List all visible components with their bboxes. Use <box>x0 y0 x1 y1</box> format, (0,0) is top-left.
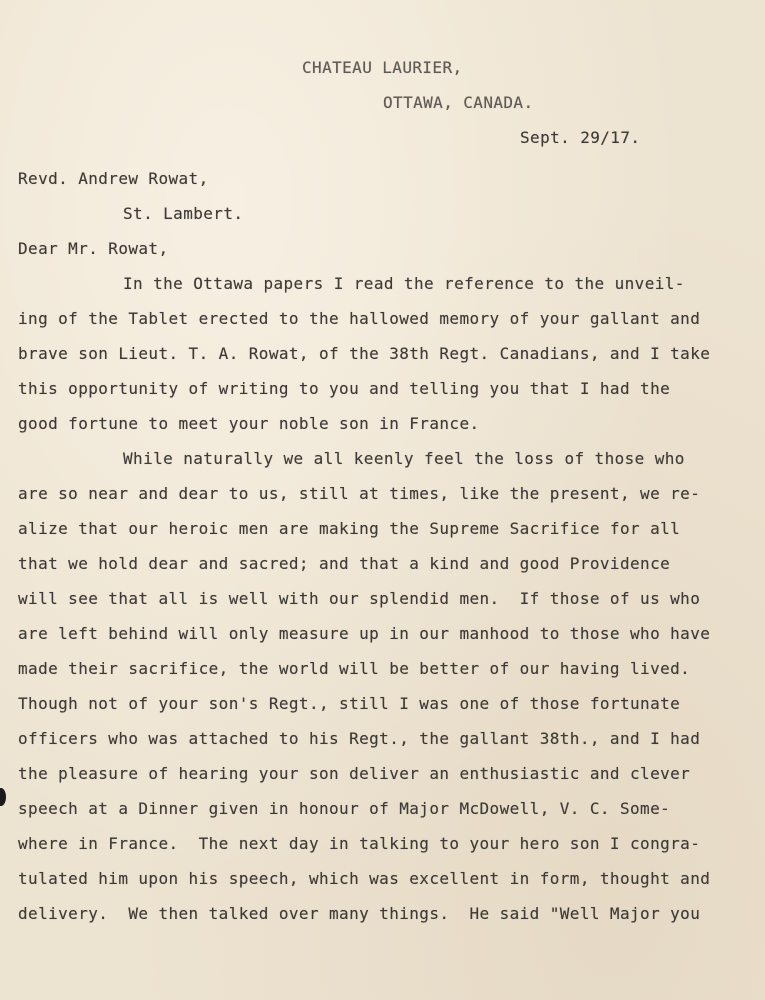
body-line: alize that our heroic men are making the Supreme Sacrifice for all <box>18 519 681 538</box>
body-line: In the Ottawa papers I read the reference to the unveil- <box>123 274 685 293</box>
letter-date: Sept. 29/17. <box>520 128 641 147</box>
body-line: tulated him upon his speech, which was excellent in form, thought and <box>18 869 711 888</box>
recipient-name: Revd. Andrew Rowat, <box>18 169 209 188</box>
body-line: officers who was attached to his Regt., the gallant 38th., and I had <box>18 729 701 748</box>
letterhead-city: OTTAWA, CANADA. <box>383 93 534 112</box>
body-line: this opportunity of writing to you and telling you that I had the <box>18 379 671 398</box>
body-line: good fortune to meet your noble son in France. <box>18 414 480 433</box>
punch-hole-mark <box>0 788 6 806</box>
body-line: delivery. We then talked over many things. He said "Well Major you <box>18 904 701 923</box>
salutation: Dear Mr. Rowat, <box>18 239 169 258</box>
body-line: speech at a Dinner given in honour of Major McDowell, V. C. Some- <box>18 799 671 818</box>
body-line: brave son Lieut. T. A. Rowat, of the 38th Regt. Canadians, and I take <box>18 344 711 363</box>
body-line: are so near and dear to us, still at times, like the present, we re- <box>18 484 701 503</box>
body-line: Though not of your son's Regt., still I was one of those fortunate <box>18 694 681 713</box>
body-line: that we hold dear and sacred; and that a kind and good Providence <box>18 554 671 573</box>
body-line: the pleasure of hearing your son deliver an enthusiastic and clever <box>18 764 691 783</box>
body-line: While naturally we all keenly feel the loss of those who <box>123 449 685 468</box>
body-line: where in France. The next day in talking to your hero son I congra- <box>18 834 701 853</box>
body-line: ing of the Tablet erected to the hallowed memory of your gallant and <box>18 309 701 328</box>
body-line: are left behind will only measure up in our manhood to those who have <box>18 624 711 643</box>
recipient-place: St. Lambert. <box>123 204 244 223</box>
letterhead-hotel: CHATEAU LAURIER, <box>302 58 463 77</box>
body-line: made their sacrifice, the world will be better of our having lived. <box>18 659 691 678</box>
body-line: will see that all is well with our splendid men. If those of us who <box>18 589 701 608</box>
